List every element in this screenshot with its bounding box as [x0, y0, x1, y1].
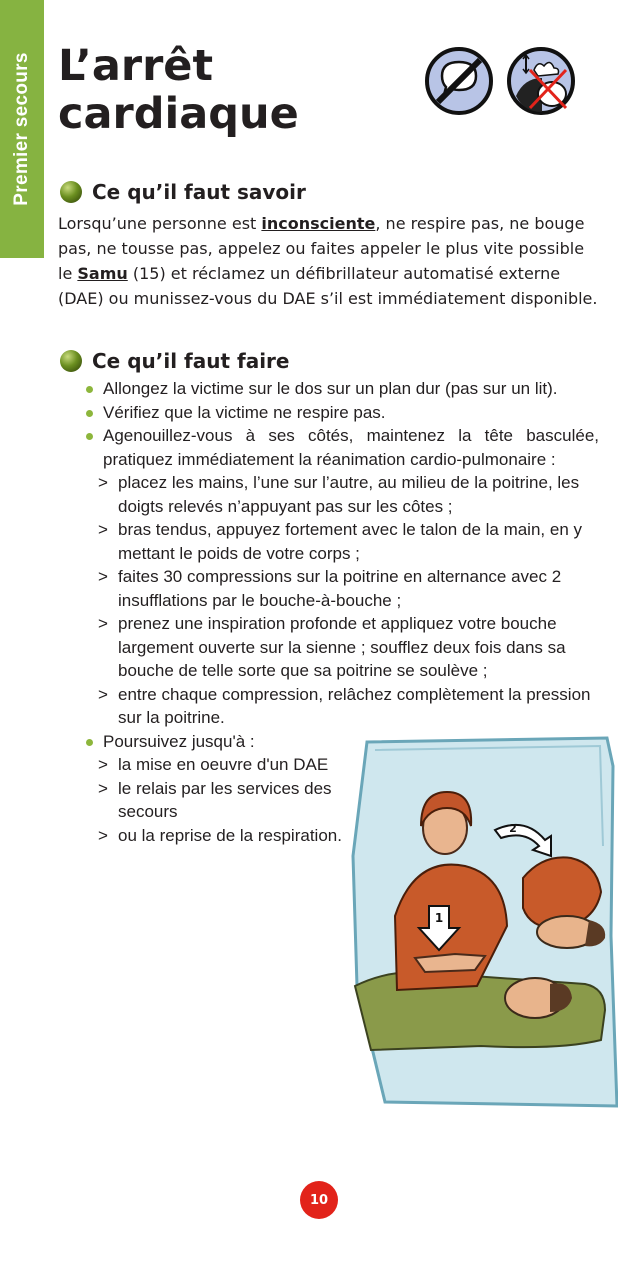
subitem-text: faites 30 compressions sur la poitrine en alternance avec 2 insufflations par le bouche-à-bouche ;	[118, 567, 562, 610]
step-1-label: 1	[434, 911, 444, 925]
list-subitem	[84, 565, 599, 612]
list-item: Allongez la victime sur le dos sur un plan dur (pas sur un lit).	[84, 377, 599, 401]
paragraph-text: , ne respire pas, ne bouge pas, ne tousse pas, appelez ou faites appeler le plus vite possible le	[58, 214, 585, 283]
bullet-ball-icon	[60, 181, 82, 203]
subitem-text: ou la reprise de la respiration.	[118, 825, 342, 845]
link-samu[interactable]: Samu	[77, 264, 128, 283]
subitem-text: la mise en oeuvre d'un DAE	[118, 755, 329, 774]
list-item: Vérifiez que la victime ne respire pas.	[84, 401, 599, 425]
list-subitem	[84, 612, 599, 683]
arrow-icon: >	[98, 520, 108, 539]
list-item: Agenouillez-vous à ses côtés, maintenez la tête basculée, pratiquez immédiatement la réanimation cardio-pulmonaire :	[84, 424, 599, 471]
page-number: 10	[300, 1181, 338, 1219]
arrow-icon: >	[98, 473, 108, 492]
subitem-text: prenez une inspiration profonde et appliquez votre bouche largement ouverte sur la sienne ; soufflez deux fois dans sa bouche de telle sorte que sa poitrine se soulève ;	[118, 614, 566, 680]
subitem-text: entre chaque compression, relâchez complètement la pression sur la poitrine.	[118, 684, 591, 727]
list-subitem	[84, 824, 378, 848]
paragraph-text: (15) et réclamez un défibrillateur automatisé externe (DAE) ou munissez-vous du DAE s’il est immédiatement disponible.	[58, 264, 598, 308]
arrow-icon: >	[98, 684, 108, 704]
subitem-text: bras tendus, appuyez fortement avec le talon de la main, en y mettant le poids de votre corps ;	[118, 520, 582, 563]
section-tab-label: Premier secours	[11, 52, 32, 206]
list-subitem	[84, 471, 599, 518]
subitem-text: le relais par les services des secours	[118, 778, 332, 821]
section-heading-savoir	[60, 180, 306, 204]
no-talking-icon	[424, 46, 494, 116]
list-item: Poursuivez jusqu'à :	[84, 730, 599, 754]
bullet-ball-icon	[60, 350, 82, 372]
section-tab	[0, 0, 44, 258]
title-line-2: cardiaque	[58, 89, 299, 139]
list-subitem	[84, 777, 348, 824]
arrow-icon: >	[98, 825, 108, 845]
arrow-icon: >	[98, 778, 108, 798]
list-subitem	[84, 518, 599, 565]
intro-paragraph	[58, 211, 598, 311]
cpr-illustration	[345, 736, 618, 1108]
list-subitem	[84, 753, 378, 777]
arrow-icon: >	[98, 755, 108, 774]
list-subitem	[84, 683, 599, 730]
title-line-1: L’arrêt	[58, 41, 213, 91]
page-title	[58, 42, 299, 138]
paragraph-text: Lorsqu’une personne est	[58, 214, 262, 233]
warning-icons	[424, 46, 576, 116]
section-heading-text: Ce qu’il faut faire	[92, 349, 290, 373]
arrow-icon: >	[98, 614, 108, 633]
subitem-text: placez les mains, l’une sur l’autre, au milieu de la poitrine, les doigts relevés n’appuyant pas sur les côtes ;	[118, 473, 580, 516]
link-inconsciente[interactable]: inconsciente	[261, 214, 376, 233]
section-heading-faire	[60, 349, 289, 373]
no-breathing-icon	[506, 46, 576, 116]
section-heading-text: Ce qu’il faut savoir	[92, 180, 306, 204]
arrow-icon: >	[98, 567, 108, 586]
step-2-label: 2	[509, 822, 517, 835]
